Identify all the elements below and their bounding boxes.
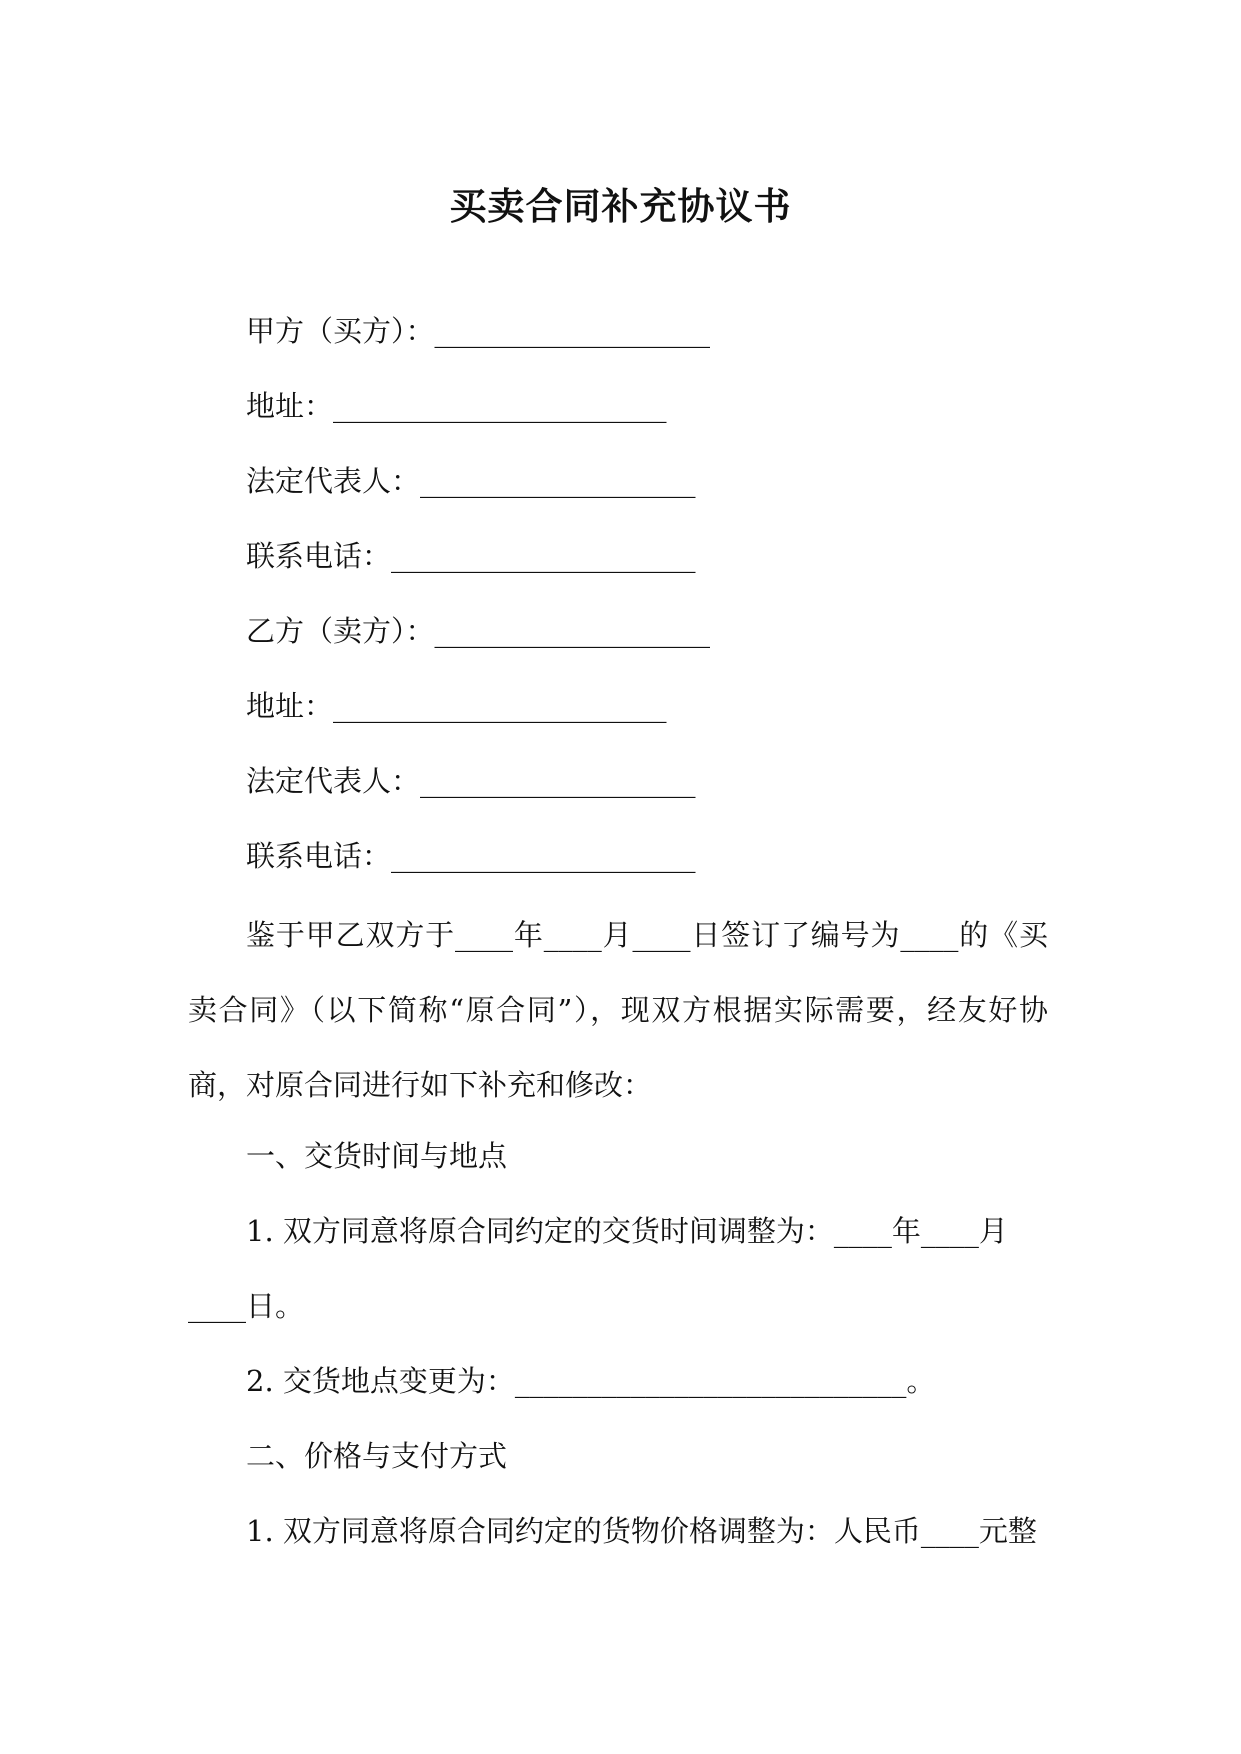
section-1-heading: 一、交货时间与地点 — [246, 1139, 508, 1173]
party-a-name-field: 甲方（买方）：___________________ — [246, 314, 711, 348]
section-1-item-1-continued: ____日。 — [188, 1289, 305, 1323]
section-1-item-2: 2. 交货地点变更为：___________________________。 — [246, 1364, 936, 1398]
party-a-phone-field: 联系电话：_____________________ — [246, 539, 696, 573]
section-2-heading: 二、价格与支付方式 — [246, 1439, 508, 1473]
document-title: 买卖合同补充协议书 — [449, 185, 792, 228]
party-a-address-field: 地址：_______________________ — [246, 389, 667, 423]
party-b-representative-field: 法定代表人：___________________ — [246, 764, 696, 798]
party-b-address-field: 地址：_______________________ — [246, 689, 667, 723]
section-2-item-1: 1. 双方同意将原合同约定的货物价格调整为：人民币____元整 — [246, 1514, 1037, 1548]
section-1-item-1: 1. 双方同意将原合同约定的交货时间调整为：____年____月 — [246, 1214, 1008, 1248]
party-a-representative-field: 法定代表人：___________________ — [246, 464, 696, 498]
party-b-phone-field: 联系电话：_____________________ — [246, 839, 696, 873]
party-b-name-field: 乙方（卖方）：___________________ — [246, 614, 711, 648]
preamble-paragraph: 鉴于甲乙双方于____年____月____日签订了编号为____的《买卖合同》（以下简称“原合同”），现双方根据实际需要，经友好协商，对原合同进行如下补充和修改： — [188, 918, 1048, 1102]
